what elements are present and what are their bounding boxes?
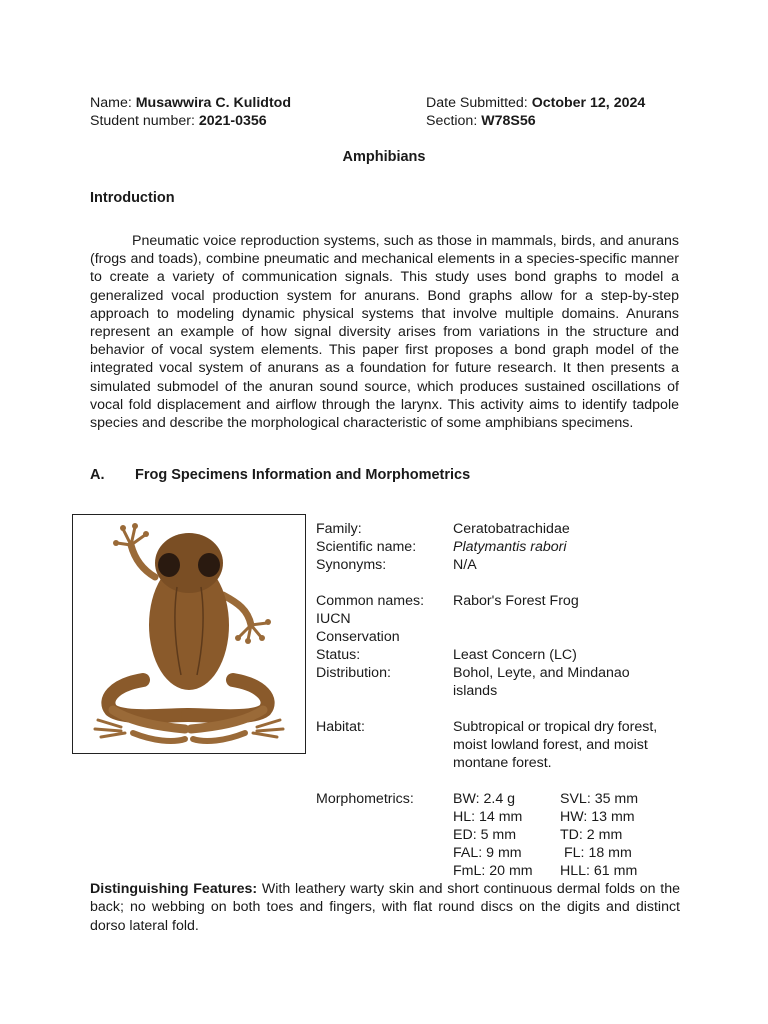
- morph-hw: HW: 13 mm: [560, 809, 635, 825]
- morph-td: TD: 2 mm: [560, 827, 623, 843]
- scientific-name-label: Scientific name:: [316, 539, 417, 555]
- morph-hll: HLL: 61 mm: [560, 863, 638, 879]
- habitat-value-3: montane forest.: [453, 755, 552, 771]
- family-value: Ceratobatrachidae: [453, 521, 570, 537]
- scientific-name-value: Platymantis rabori: [453, 539, 567, 555]
- frog-photo: [72, 514, 306, 754]
- section-a-letter: A.: [90, 467, 105, 483]
- distinguishing-features: [90, 880, 680, 935]
- iucn-label-2: Conservation: [316, 629, 400, 645]
- iucn-label-1: IUCN: [316, 611, 351, 627]
- habitat-label: Habitat:: [316, 719, 365, 735]
- distribution-label: Distribution:: [316, 665, 391, 681]
- section-line: Section: W78S56: [426, 113, 536, 129]
- iucn-label-3: Status:: [316, 647, 361, 663]
- morph-fal: FAL: 9 mm: [453, 845, 522, 861]
- section-code: W78S56: [481, 113, 536, 129]
- synonyms-value: N/A: [453, 557, 477, 573]
- family-label: Family:: [316, 521, 362, 537]
- document-title: Amphibians: [342, 149, 426, 165]
- distribution-value-1: Bohol, Leyte, and Mindanao: [453, 665, 630, 681]
- habitat-value-2: moist lowland forest, and moist: [453, 737, 648, 753]
- introduction-paragraph: Pneumatic voice reproduction systems, such as those in mammals, birds, and anurans (frogs and toads), combine pneumatic and mechanical elements in a species-specific manner to create a variety of communication signals. This study uses bond graphs to model a generalized vocal production system for anurans. Bond graphs allow for a step-by-step approach to modeling dynamic physical systems that involve multiple domains. Anurans represent an example of how signal diversity arises from variations in the structure and behavior of vocal system elements. This paper first proposes a bond graph model of the integrated vocal system of anurans as a foundation for future research. It then presents a simulated submodel of the anuran sound source, which produces sustained oscillations of vocal fold displacement and airflow through the larynx. This activity aims to identify tadpole species and describe the morphological characteristic of some amphibians specimens.: [90, 233, 679, 432]
- section-a-heading: Frog Specimens Information and Morphometrics: [135, 467, 471, 483]
- student-number: 2021-0356: [198, 113, 267, 129]
- morph-hl: HL: 14 mm: [453, 809, 523, 825]
- features-label: Distinguishing Features:: [90, 881, 258, 897]
- common-names-value: Rabor's Forest Frog: [453, 593, 579, 609]
- iucn-status-value: Least Concern (LC): [453, 647, 577, 663]
- distribution-value-2: islands: [453, 683, 498, 699]
- introduction-heading: Introduction: [90, 190, 175, 206]
- common-names-label: Common names:: [316, 593, 425, 609]
- features-text: With leathery warty skin and short continuous dermal folds on the back; no webbing on both toes and fingers, with flat round discs on the digits and distinct dorso lateral fold.: [90, 881, 680, 934]
- date-line: Date Submitted: October 12, 2024: [426, 95, 646, 111]
- date-submitted: October 12, 2024: [531, 95, 646, 111]
- morph-svl: SVL: 35 mm: [560, 791, 639, 807]
- morph-bw: BW: 2.4 g: [453, 791, 516, 807]
- student-number-line: Student number: 2021-0356: [90, 113, 267, 129]
- morph-fl: FL: 18 mm: [564, 845, 632, 861]
- habitat-value-1: Subtropical or tropical dry forest,: [453, 719, 658, 735]
- synonyms-label: Synonyms:: [316, 557, 387, 573]
- morph-fml: FmL: 20 mm: [453, 863, 533, 879]
- morphometrics-label: Morphometrics:: [316, 791, 414, 807]
- morph-ed: ED: 5 mm: [453, 827, 517, 843]
- student-name: Musawwira C. Kulidtod: [135, 95, 292, 111]
- frog-illustration: [73, 515, 305, 753]
- name-line: Name: Musawwira C. Kulidtod: [90, 95, 292, 111]
